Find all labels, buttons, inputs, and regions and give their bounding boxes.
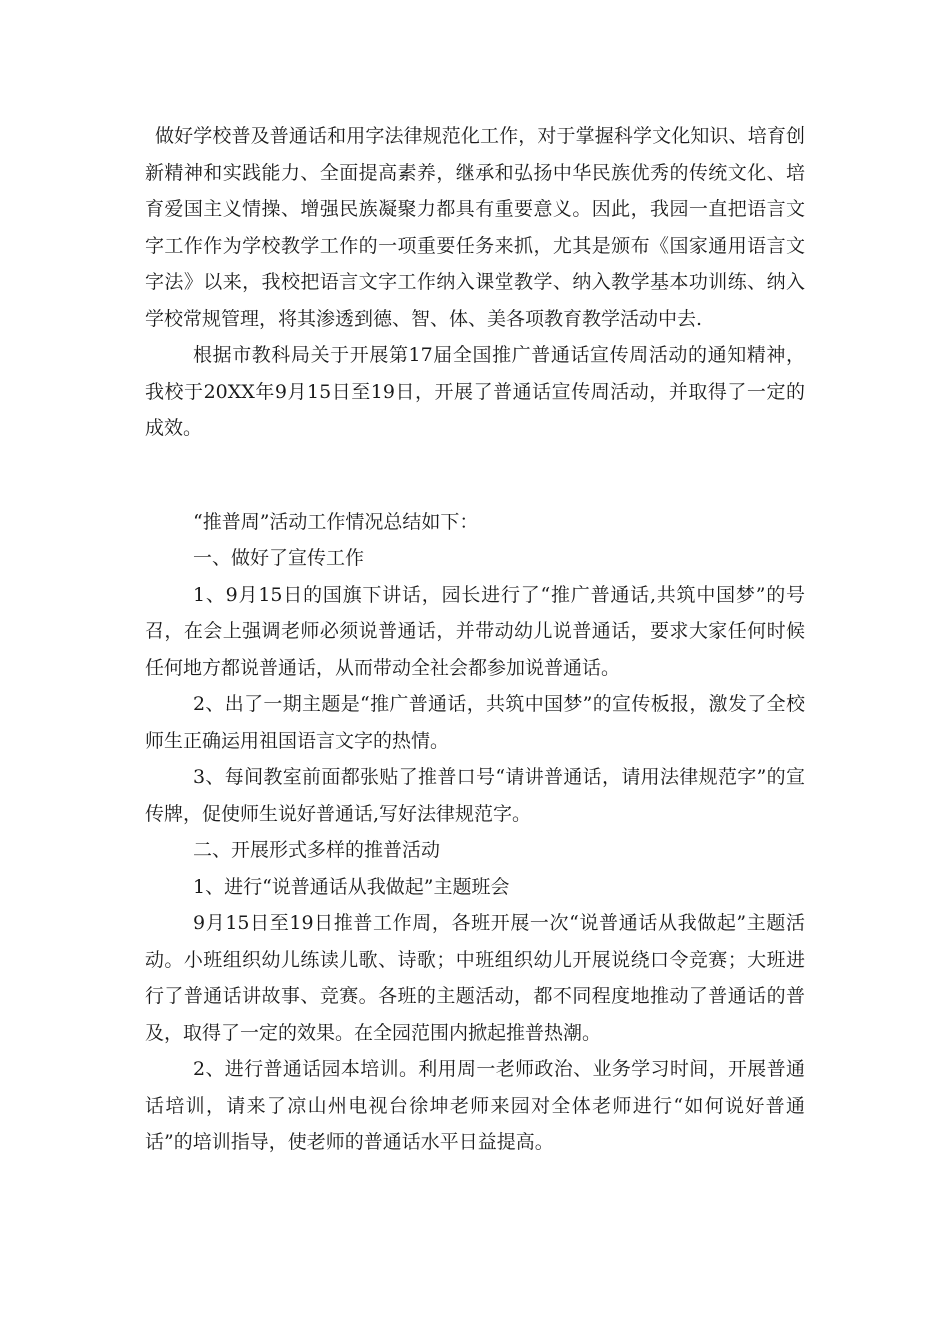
activity-item-1-heading: 1、进行“说普通话从我做起”主题班会 [193, 875, 510, 898]
activity-item-1-body: 9月15日至19日推普工作周，各班开展一次“说普通话从我做起”主题活动。小班组织幼儿练读儿歌、诗歌；中班组织幼儿开展说绕口令竞赛；大班进行了普通话讲故事、竞赛。各班的主题活动，都不同程度地推动了普通话的普及，取得了一定的效果。在全园范围内掀起推普热潮。 [145, 912, 805, 1044]
document-body [145, 118, 805, 1161]
section-heading-publicity: 一、做好了宣传工作 [193, 547, 365, 569]
background-paragraph: 根据市教科局关于开展第17届全国推广普通话宣传周活动的通知精神，我校于20XX年9月15日至19日，开展了普通话宣传周活动，并取得了一定的成效。 [145, 344, 805, 439]
activity-item-2: 2、进行普通话园本培训。利用周一老师政治、业务学习时间，开展普通话培训，请来了凉山州电视台徐坤老师来园对全体老师进行“如何说好普通话”的培训指导，使老师的普通话水平日益提高。 [145, 1058, 805, 1153]
intro-paragraph: 做好学校普及普通话和用字法律规范化工作，对于掌握科学文化知识、培育创新精神和实践能力、全面提高素养，继承和弘扬中华民族优秀的传统文化、培育爱国主义情操、增强民族凝聚力都具有重要意义。因此，我园一直把语言文字工作作为学校教学工作的一项重要任务来抓，尤其是颁布《国家通用语言文字法》以来，我校把语言文字工作纳入课堂教学、纳入教学基本功训练、纳入学校常规管理，将其渗透到德、智、体、美各项教育教学活动中去. [145, 125, 805, 330]
summary-heading: “推普周”活动工作情况总结如下： [193, 510, 479, 533]
paragraph-spacer [145, 447, 805, 504]
publicity-item-1: 1、9月15日的国旗下讲话，园长进行了“推广普通话,共筑中国梦”的号召，在会上强调老师必须说普通话，并带动幼儿说普通话，要求大家任何时候任何地方都说普通话，从而带动全社会都参加说普通话。 [145, 583, 805, 679]
publicity-item-2: 2、出了一期主题是“推广普通话，共筑中国梦”的宣传板报，激发了全校师生正确运用祖国语言文字的热情。 [145, 693, 805, 752]
section-heading-activities: 二、开展形式多样的推普活动 [193, 839, 441, 861]
publicity-item-3: 3、每间教室前面都张贴了推普口号“请讲普通话，请用法律规范字”的宣传牌，促使师生说好普通话,写好法律规范字。 [145, 766, 805, 825]
